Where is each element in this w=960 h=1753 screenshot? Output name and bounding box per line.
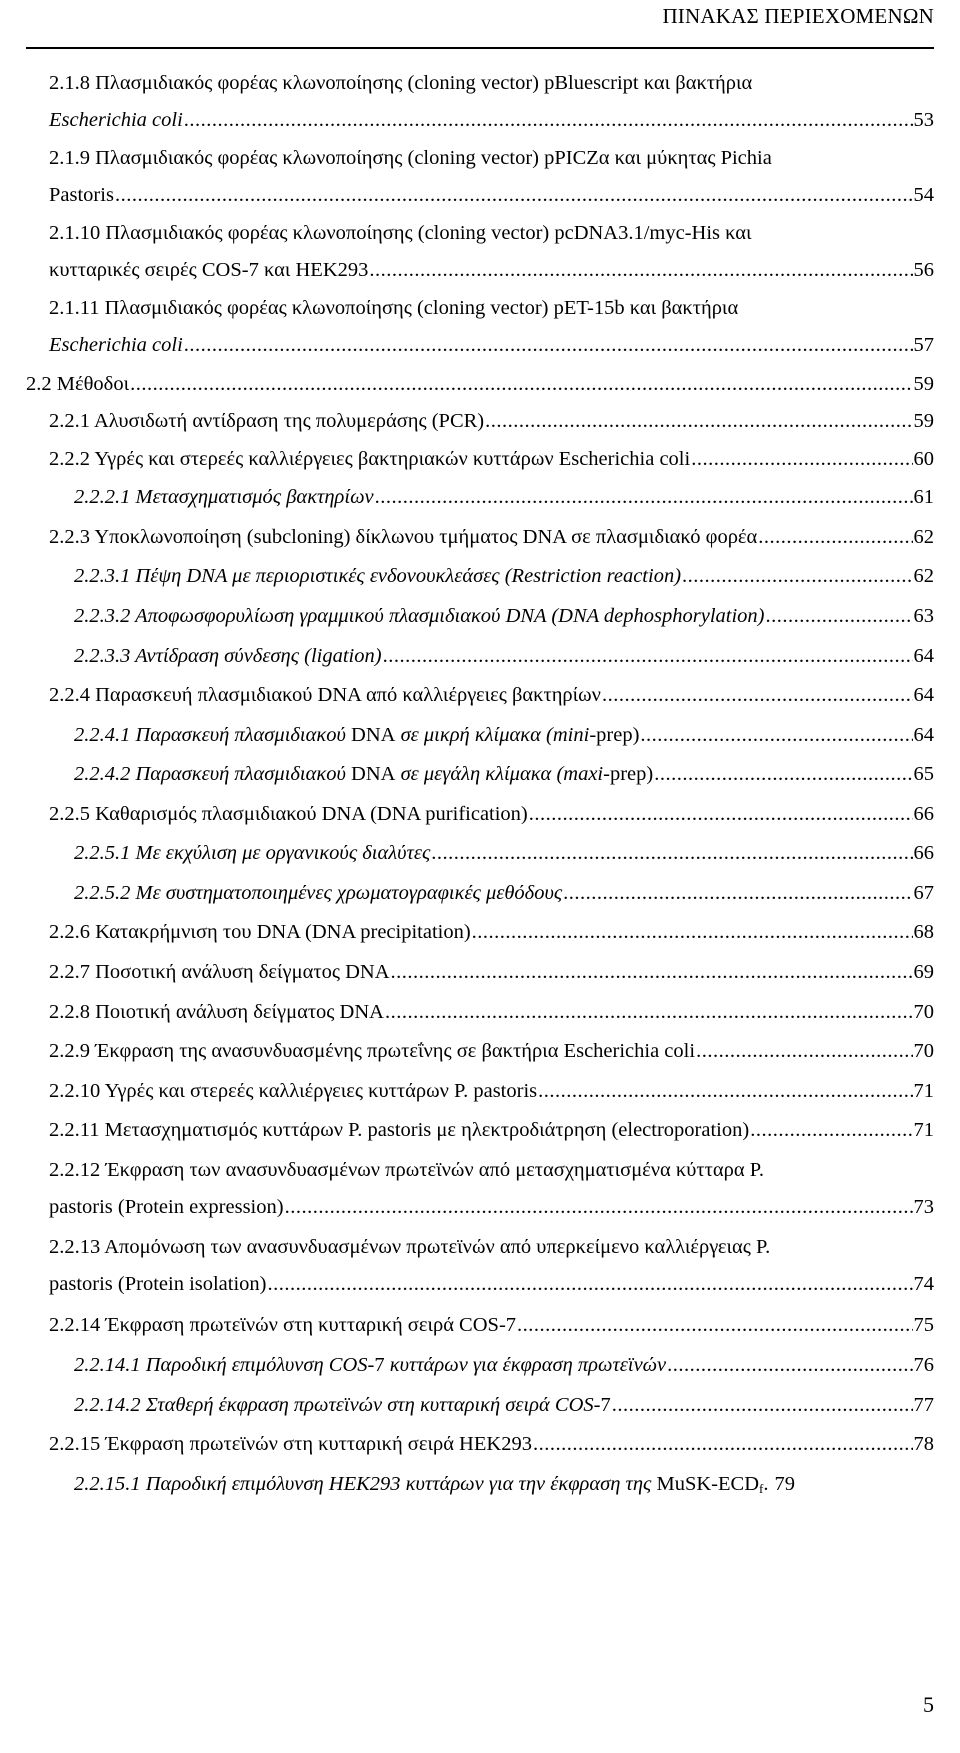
- toc-page-number: 59: [913, 373, 934, 395]
- toc-entry[interactable]: [0, 1307, 960, 1344]
- toc-page-number: 64: [913, 645, 934, 667]
- toc-entry-title: Pastoris: [49, 184, 114, 206]
- dot-leader: [533, 1426, 913, 1463]
- toc-entry[interactable]: [0, 1033, 960, 1070]
- toc-page-number: 75: [913, 1314, 934, 1336]
- toc-page-number: 62: [913, 526, 934, 548]
- toc-entry-title: 2.2.11 Μετασχηματισμός κυττάρων P. pastoris με ηλεκτροδιάτρηση (electroporation): [49, 1119, 750, 1141]
- toc-entry[interactable]: [0, 1387, 960, 1424]
- toc-entry-title: 2.2.14 Έκφραση πρωτεϊνών στη κυτταρική σειρά COS-7: [49, 1314, 517, 1336]
- toc-entry[interactable]: [0, 215, 960, 289]
- toc-entry[interactable]: [0, 441, 960, 478]
- toc-entry[interactable]: [0, 1073, 960, 1110]
- toc-entry-title: 2.2.3 Υποκλωνοποίηση (subcloning) δίκλωνου τμήματος DNA σε πλασμιδιακό φορέα: [49, 526, 758, 548]
- toc-entry[interactable]: [0, 479, 960, 516]
- toc-entry-title: 2.2.4.1 Παρασκευή πλασμιδιακού DNA σε μικρή κλίμακα (mini-prep): [74, 724, 640, 746]
- dot-leader: [563, 875, 912, 912]
- toc-entry[interactable]: [0, 1152, 960, 1226]
- toc-page-number: 77: [913, 1394, 934, 1416]
- toc-page-number: 68: [913, 921, 934, 943]
- header-rule: [26, 47, 934, 49]
- dot-leader: [130, 366, 912, 403]
- toc-entry-title: 2.2.4 Παρασκευή πλασμιδιακού DNA από καλλιέργειες βακτηρίων: [49, 684, 601, 706]
- toc-page-number: 53: [913, 109, 934, 131]
- toc-entry-title: 2.2.6 Κατακρήμνιση του DNA (DNA precipitation): [49, 921, 471, 943]
- toc-entry[interactable]: [0, 994, 960, 1031]
- toc-page-number: 79: [774, 1473, 795, 1495]
- dot-leader: [184, 327, 913, 364]
- dot-leader: [758, 519, 912, 556]
- toc-entry[interactable]: [0, 366, 960, 403]
- toc-entry[interactable]: [0, 677, 960, 714]
- toc-page-number: 66: [913, 842, 934, 864]
- toc-entry[interactable]: [0, 1229, 960, 1303]
- toc-entry-title: κυτταρικές σειρές COS-7 και HEK293: [49, 259, 369, 281]
- dot-leader: [375, 479, 913, 516]
- toc-entry[interactable]: [0, 598, 960, 635]
- toc-entry-title: 2.2.15.1 Παροδική επιμόλυνση HEK293 κυττάρων για την έκφραση της MuSK-$ECD_f$.: [74, 1473, 769, 1496]
- dot-leader: [538, 1073, 912, 1110]
- toc-entry-title: 2.2.2.1 Μετασχηματισμός βακτηρίων: [74, 486, 374, 508]
- toc-entry[interactable]: [0, 403, 960, 440]
- dot-leader: [431, 835, 912, 872]
- toc-page-number: 57: [913, 334, 934, 356]
- toc-entry-title: Escherichia coli: [49, 109, 183, 131]
- toc-entry-title: pastoris (Protein expression): [49, 1196, 284, 1218]
- toc-entry-title: pastoris (Protein isolation): [49, 1273, 267, 1295]
- dot-leader: [691, 441, 912, 478]
- toc-entry-title: 2.2.4.2 Παρασκευή πλασμιδιακού DNA σε μεγάλη κλίμακα (maxi-prep): [74, 763, 654, 785]
- toc-entry-title: 2.2 Μέθοδοι: [26, 373, 130, 395]
- toc-page-number: 70: [913, 1001, 934, 1023]
- toc-page-number: 66: [913, 803, 934, 825]
- dot-leader: [184, 102, 913, 139]
- dot-leader: [750, 1112, 912, 1149]
- toc-entry-title: 2.2.8 Ποιοτική ανάλυση δείγματος DNA: [49, 1001, 384, 1023]
- dot-leader: [485, 403, 912, 440]
- page-number: 5: [923, 1692, 934, 1717]
- toc-page-number: 63: [913, 605, 934, 627]
- toc-page-number: 65: [913, 763, 934, 785]
- dot-leader: [115, 177, 913, 214]
- toc-entry[interactable]: [0, 1466, 960, 1503]
- toc-entry[interactable]: [0, 717, 960, 754]
- toc-entry-title: 2.2.5 Καθαρισμός πλασμιδιακού DNA (DNA purification): [49, 803, 528, 825]
- running-header-title: ΠΙΝΑΚΑΣ ΠΕΡΙΕΧΟΜΕΝΩΝ: [662, 4, 934, 28]
- toc-entry[interactable]: [0, 914, 960, 951]
- dot-leader: [472, 914, 913, 951]
- toc-entry-title: 2.2.7 Ποσοτική ανάλυση δείγματος DNA: [49, 961, 390, 983]
- toc-entry[interactable]: [0, 1426, 960, 1463]
- toc-entry-title: 2.2.3.2 Αποφωσφορυλίωση γραμμικού πλασμιδιακού DNA (DNA dephosphorylation): [74, 605, 765, 627]
- toc-entry[interactable]: [0, 835, 960, 872]
- dot-leader: [765, 598, 912, 635]
- toc-page-number: 64: [913, 684, 934, 706]
- toc-entry-title: 2.2.12 Έκφραση των ανασυνδυασμένων πρωτεϊνών από μετασχηματισμένα κύτταρα P.: [49, 1159, 764, 1181]
- dot-leader: [612, 1387, 913, 1424]
- dot-leader: [654, 756, 912, 793]
- toc-page-number: 76: [913, 1354, 934, 1376]
- toc-entry[interactable]: [0, 954, 960, 991]
- toc-entry-title: 2.1.10 Πλασμιδιακός φορέας κλωνοποίησης (cloning vector) pcDNA3.1/myc-His και: [49, 222, 752, 244]
- toc-entry-title: 2.1.9 Πλασμιδιακός φορέας κλωνοποίησης (cloning vector) pPICZα και μύκητας Pichia: [49, 147, 772, 169]
- toc-entry[interactable]: [0, 756, 960, 793]
- toc-entry-title: 2.2.15 Έκφραση πρωτεϊνών στη κυτταρική σειρά HEK293: [49, 1433, 532, 1455]
- dot-leader: [640, 717, 912, 754]
- toc-entry[interactable]: [0, 796, 960, 833]
- dot-leader: [385, 994, 913, 1031]
- toc-page-number: 67: [913, 882, 934, 904]
- toc-entry-title: 2.2.10 Υγρές και στερεές καλλιέργειες κυττάρων P. pastoris: [49, 1080, 538, 1102]
- toc-entry-title: 2.2.9 Έκφραση της ανασυνδυασμένης πρωτεΐνης σε βακτήρια Escherichia coli: [49, 1040, 696, 1062]
- toc-entry-title: 2.2.14.2 Σταθερή έκφραση πρωτεϊνών στη κυτταρική σειρά COS-7: [74, 1394, 611, 1416]
- toc-entry-title: 2.2.5.2 Με συστηματοποιημένες χρωματογραφικές μεθόδους: [74, 882, 563, 904]
- toc-entry-title: 2.2.1 Αλυσιδωτή αντίδραση της πολυμεράσης (PCR): [49, 410, 485, 432]
- toc-entry-title: 2.2.13 Απομόνωση των ανασυνδυασμένων πρωτεϊνών από υπερκείμενο καλλιέργειας P.: [49, 1236, 771, 1258]
- dot-leader: [391, 954, 913, 991]
- dot-leader: [602, 677, 913, 714]
- toc-page-number: 71: [913, 1080, 934, 1102]
- toc-page-number: 60: [913, 448, 934, 470]
- toc-page-number: 62: [913, 565, 934, 587]
- toc-entry-title: 2.2.3.1 Πέψη DNA με περιοριστικές ενδονουκλεάσες (Restriction reaction): [74, 565, 682, 587]
- toc-entry[interactable]: [0, 65, 960, 139]
- toc-entry[interactable]: [0, 290, 960, 364]
- toc-page-number: 73: [913, 1196, 934, 1218]
- toc-entry[interactable]: [0, 140, 960, 214]
- toc-page-number: 54: [913, 184, 934, 206]
- toc-page-number: 69: [913, 961, 934, 983]
- dot-leader: [682, 558, 912, 595]
- toc-page-number: 74: [913, 1273, 934, 1295]
- dot-leader: [285, 1189, 913, 1226]
- toc-entry-title: Escherichia coli: [49, 334, 183, 356]
- toc-entry-title: 2.2.5.1 Με εκχύλιση με οργανικούς διαλύτες: [74, 842, 431, 864]
- toc-page-number: 70: [913, 1040, 934, 1062]
- toc-page-number: 78: [913, 1433, 934, 1455]
- toc-entry[interactable]: [0, 875, 960, 912]
- toc-entry[interactable]: [0, 1347, 960, 1384]
- toc-entry-title: 2.2.3.3 Αντίδραση σύνδεσης (ligation): [74, 645, 382, 667]
- dot-leader: [369, 252, 912, 289]
- toc-entry[interactable]: [0, 1112, 960, 1149]
- toc-entry-title: 2.1.11 Πλασμιδιακός φορέας κλωνοποίησης (cloning vector) pET-15b και βακτήρια: [49, 297, 739, 319]
- toc-page-number: 71: [913, 1119, 934, 1141]
- toc-page-number: 64: [913, 724, 934, 746]
- toc-entry-title: 2.2.14.1 Παροδική επιμόλυνση COS-7 κυττάρων για έκφραση πρωτεϊνών: [74, 1354, 667, 1376]
- toc-entry-title: 2.1.8 Πλασμιδιακός φορέας κλωνοποίησης (cloning vector) pBluescript και βακτήρια: [49, 72, 753, 94]
- toc-page-number: 61: [913, 486, 934, 508]
- dot-leader: [529, 796, 913, 833]
- dot-leader: [517, 1307, 912, 1344]
- dot-leader: [696, 1033, 912, 1070]
- dot-leader: [268, 1266, 913, 1303]
- dot-leader: [383, 638, 913, 675]
- toc-entry[interactable]: [0, 638, 960, 675]
- toc-page-number: 59: [913, 410, 934, 432]
- toc-entry-title: 2.2.2 Υγρές και στερεές καλλιέργειες βακτηριακών κυττάρων Escherichia coli: [49, 448, 691, 470]
- toc-entry[interactable]: [0, 558, 960, 595]
- dot-leader: [667, 1347, 912, 1384]
- toc-page-number: 56: [913, 259, 934, 281]
- toc-entry[interactable]: [0, 519, 960, 556]
